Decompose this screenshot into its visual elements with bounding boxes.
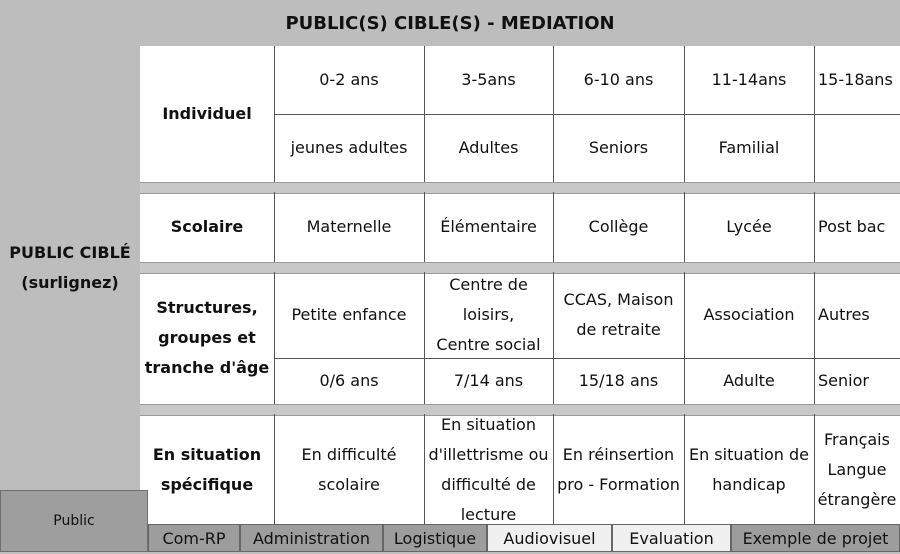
tab-audiovisuel[interactable]: Audiovisuel [487, 524, 612, 552]
age-option[interactable]: 15-18ans [818, 70, 893, 89]
grid-line [553, 46, 554, 182]
public-cible-label [0, 46, 140, 490]
age-range-option[interactable]: 7/14 ans [453, 371, 524, 390]
structure-option[interactable] [274, 272, 424, 358]
cell-line: difficulté de [441, 475, 536, 494]
cell-line: groupes et [158, 328, 256, 347]
age-range-option[interactable]: Senior [818, 371, 869, 390]
cell-line: En situation de [688, 445, 810, 464]
grid-line [274, 192, 275, 262]
age-option[interactable]: 6-10 ans [583, 70, 654, 89]
school-level-option[interactable]: Lycée [726, 217, 772, 236]
cell-line: Centre de loisirs, [449, 275, 528, 324]
age-option[interactable]: 0-2 ans [319, 70, 379, 89]
age-option[interactable]: 3-5ans [461, 70, 516, 89]
cell-line: spécifique [160, 475, 254, 494]
tab-logistique[interactable]: Logistique [383, 524, 487, 552]
grid-line [274, 114, 900, 115]
cell-line: Langue [827, 460, 887, 479]
audience-grid [140, 46, 900, 526]
public-cible-title: PUBLIC CIBLÉ [9, 243, 131, 262]
grid-line [814, 46, 815, 182]
tab-com-rp[interactable]: Com-RP [148, 524, 240, 552]
page-title: PUBLIC(S) CIBLE(S) - MEDIATION [0, 0, 900, 46]
cell-line: Association [703, 305, 795, 324]
individual-option[interactable]: Familial [718, 138, 780, 157]
structure-option[interactable] [424, 272, 553, 358]
school-level-option[interactable]: Maternelle [306, 217, 392, 236]
cell-line: En difficulté [301, 445, 397, 464]
cell-line: tranche d'âge [144, 358, 270, 377]
tab-evaluation[interactable]: Evaluation [612, 524, 731, 552]
cell-line: Autres [818, 305, 870, 324]
grid-line [684, 192, 685, 262]
public-cible-hint: (surlignez) [21, 273, 119, 292]
cell-line: pro - Formation [557, 475, 680, 494]
grid-line [684, 46, 685, 182]
cell-line: Petite enfance [291, 305, 407, 324]
cell-line: En réinsertion [562, 445, 675, 464]
tab-administration[interactable]: Administration [240, 524, 383, 552]
cell-line: En situation [152, 445, 262, 464]
school-level-option[interactable]: Élémentaire [440, 217, 537, 236]
age-range-option[interactable]: 0/6 ans [319, 371, 379, 390]
grid-line [814, 272, 815, 404]
cell-line: Centre social [436, 335, 541, 354]
grid-line [274, 46, 275, 182]
age-range-option[interactable]: 15/18 ans [578, 371, 659, 390]
grid-line [424, 46, 425, 182]
grid-line [553, 272, 554, 404]
cell-line: handicap [712, 475, 786, 494]
cell-line: lecture [460, 505, 517, 524]
grid-line [684, 272, 685, 404]
individual-option[interactable]: jeunes adultes [290, 138, 408, 157]
grid-line [814, 192, 815, 262]
cell-line: Structures, [156, 298, 258, 317]
cell-line: d'illettrisme ou [428, 445, 549, 464]
individual-option[interactable]: Seniors [588, 138, 649, 157]
tab-public[interactable]: Public [0, 490, 148, 552]
sheet-tabs [0, 490, 900, 554]
age-option[interactable]: 11-14ans [711, 70, 787, 89]
grid-line [424, 272, 425, 404]
structure-option[interactable] [684, 272, 814, 358]
section-label-scolaire[interactable]: Scolaire [170, 217, 244, 236]
grid-line [274, 272, 275, 404]
structure-option[interactable] [553, 272, 684, 358]
cell-line: Français [824, 430, 890, 449]
individual-option[interactable]: Adultes [458, 138, 519, 157]
tab-exemple-de-projet[interactable]: Exemple de projet [731, 524, 900, 552]
age-range-option[interactable]: Adulte [723, 371, 775, 390]
grid-line [553, 192, 554, 262]
cell-line: scolaire [318, 475, 380, 494]
structure-option[interactable] [814, 272, 900, 358]
cell-line: En situation [441, 415, 536, 434]
cell-line: étrangère [817, 490, 897, 509]
school-level-option[interactable]: Collège [588, 217, 649, 236]
school-level-option[interactable]: Post bac [818, 217, 886, 236]
section-label-individuel[interactable]: Individuel [162, 104, 252, 123]
cell-line: de retraite [576, 320, 661, 339]
grid-line [274, 358, 900, 359]
grid-line [424, 192, 425, 262]
individual-option[interactable] [814, 114, 900, 182]
section-label-structures[interactable] [140, 272, 274, 404]
cell-line: CCAS, Maison [563, 290, 674, 309]
